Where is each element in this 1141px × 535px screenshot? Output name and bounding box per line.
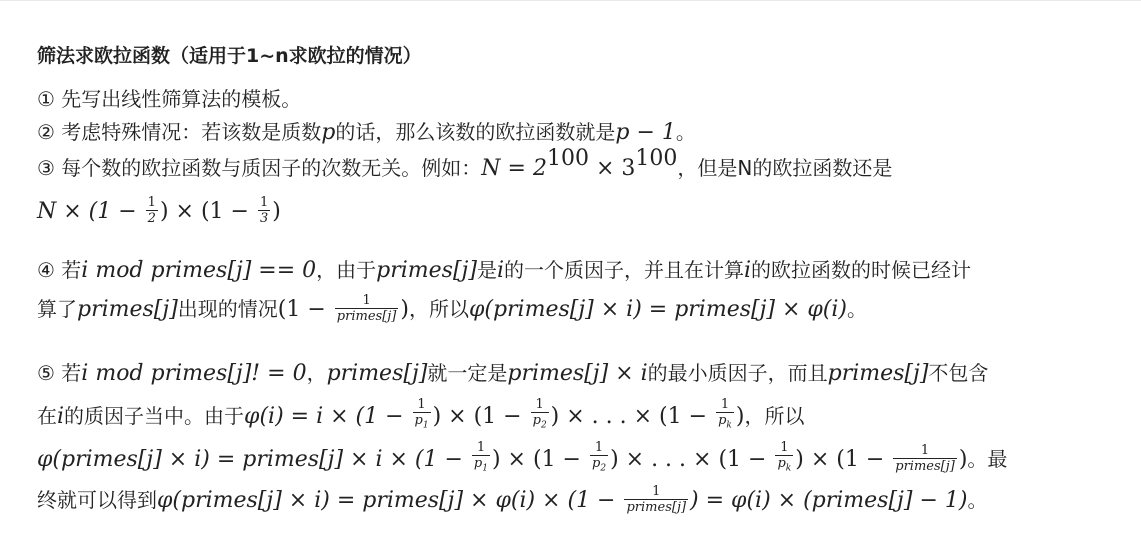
numerator: 1 — [531, 397, 549, 413]
subscript: 2 — [600, 463, 607, 474]
fraction — [775, 440, 793, 477]
list-item-3 — [37, 146, 893, 181]
text: ② 考虑特殊情况：若该数是质数 — [37, 120, 322, 144]
denominator — [716, 413, 734, 434]
list-item-1: ① 先写出线性筛算法的模板。 — [37, 87, 302, 111]
p-symbol: p — [777, 456, 786, 471]
math-expr: primes[j] × i — [507, 361, 648, 386]
list-item-3-math — [37, 197, 281, 228]
list-item-5-line3 — [37, 442, 1007, 479]
numerator: 1 — [624, 484, 688, 500]
text: 的一个质因子，并且在计算 — [504, 258, 744, 282]
math-expr: ) × . . . × (1 − — [550, 403, 715, 429]
fraction — [472, 440, 490, 477]
denominator — [413, 413, 431, 434]
subscript: k — [726, 420, 732, 431]
subscript: 1 — [482, 463, 488, 474]
math-cond: i mod primes[j] == 0 — [81, 258, 317, 283]
p-symbol: p — [473, 456, 483, 471]
fraction — [590, 440, 608, 477]
text: 。 — [675, 120, 696, 144]
numerator: 1 — [472, 440, 490, 456]
numerator: 1 — [775, 440, 793, 456]
math-expr: p − 1 — [615, 120, 676, 145]
fraction — [258, 195, 270, 226]
fraction — [531, 397, 549, 434]
list-item-4 — [37, 258, 971, 283]
math-pj: primes[j] — [376, 258, 477, 283]
text: 就一定是 — [427, 361, 508, 385]
text: ⑤ 若 — [37, 361, 82, 385]
math-expr-N: N = 2 — [481, 156, 547, 181]
text: ，但是N的欧拉函数还是 — [677, 156, 893, 180]
fraction — [413, 397, 431, 434]
math-expr: primes[j] — [827, 361, 929, 386]
math-var-p: p — [321, 120, 336, 145]
numerator: 1 — [147, 195, 156, 210]
fraction — [146, 195, 158, 226]
denominator: primes[j] — [336, 309, 397, 324]
text: 。 — [847, 297, 868, 321]
math-paren: ) — [958, 446, 968, 472]
text: 。最 — [967, 446, 1008, 471]
math-cond: i mod primes[j]! = 0 — [81, 361, 307, 386]
text: 的最小质因子，而且 — [647, 361, 828, 385]
math-paren: ) — [735, 403, 745, 429]
text: 出现的情况 — [177, 297, 278, 321]
p-symbol: p — [414, 413, 423, 428]
section-heading: 筛法求欧拉函数（适用于1~n求欧拉的情况） — [37, 45, 422, 67]
text: 的欧拉函数的时候已经计 — [751, 258, 972, 282]
p-symbol: p — [532, 413, 541, 428]
numerator: 1 — [413, 397, 431, 413]
text: 是 — [476, 258, 497, 282]
math-expr: φ(primes[j] × i) = primes[j] × i × (1 − — [37, 446, 470, 472]
text: ③ 每个数的欧拉函数与质因子的次数无关。例如： — [37, 156, 482, 180]
math-expr: ) × (1 − — [432, 403, 529, 429]
subscript: k — [785, 463, 792, 474]
math-expr: ) × (1 − — [159, 199, 256, 224]
exponent: 100 — [546, 146, 589, 171]
text: 。 — [967, 488, 988, 512]
exponent: 100 — [635, 146, 678, 171]
denominator — [590, 456, 608, 477]
math-expr: φ(i) = i × (1 − — [244, 403, 411, 429]
list-item-2 — [37, 120, 696, 145]
p-symbol: p — [592, 456, 601, 471]
text: ④ 若 — [37, 258, 82, 282]
text: ， — [306, 361, 327, 385]
list-item-5-line2 — [37, 399, 804, 436]
denominator: primes[j] — [895, 458, 955, 474]
math-i: i — [57, 403, 65, 429]
text: 在 — [37, 403, 57, 428]
numerator: 1 — [335, 293, 399, 309]
text: 的质因子当中。由于 — [64, 403, 245, 428]
denominator: primes[j] — [626, 500, 687, 515]
numerator: 1 — [259, 195, 269, 210]
math-expr: φ(primes[j] × i) = primes[j] × φ(i) — [468, 297, 848, 322]
fraction — [716, 397, 734, 434]
math-expr: φ(primes[j] × i) = primes[j] × φ(i) × (1 − — [157, 488, 623, 513]
fraction — [893, 443, 957, 474]
list-item-5 — [37, 361, 988, 386]
text: 终就可以得到 — [37, 488, 157, 512]
denominator — [531, 413, 549, 434]
subscript: 2 — [540, 420, 547, 431]
text: ，由于 — [316, 258, 377, 282]
math-expr: ) × . . . × (1 − — [610, 446, 774, 472]
text: 的话，那么该数的欧拉函数就是 — [335, 120, 616, 144]
text: 不包含 — [928, 361, 989, 385]
text: 算了 — [37, 297, 77, 321]
text: ，所以 — [744, 403, 805, 428]
fraction — [335, 293, 399, 324]
math-expr: ) × (1 − — [795, 446, 892, 472]
math-i: i — [744, 258, 752, 283]
numerator: 1 — [893, 443, 957, 459]
math-paren: ) — [400, 297, 409, 322]
math-times: × 3 — [588, 156, 636, 181]
subscript: 1 — [422, 420, 429, 431]
list-item-5-line4 — [37, 486, 987, 517]
list-item-4-cont — [37, 295, 867, 326]
math-pj: primes[j] — [77, 297, 178, 322]
denominator — [472, 456, 490, 477]
math-expr: ) × (1 − — [491, 446, 588, 472]
p-symbol: p — [718, 413, 727, 428]
math-expr: N × (1 − — [37, 199, 144, 224]
denominator — [775, 456, 793, 477]
numerator: 1 — [590, 440, 608, 456]
math-expr: ) = φ(i) × (primes[j] − 1) — [690, 488, 968, 513]
math-paren: (1 − — [277, 297, 333, 322]
numerator: 1 — [716, 397, 734, 413]
math-expr: primes[j] — [326, 361, 428, 386]
text: ，所以 — [408, 297, 469, 321]
math-i: i — [496, 258, 504, 283]
denominator: 3 — [259, 211, 269, 226]
fraction — [624, 484, 688, 515]
math-expr: ) — [272, 199, 281, 224]
denominator: 2 — [147, 211, 156, 226]
